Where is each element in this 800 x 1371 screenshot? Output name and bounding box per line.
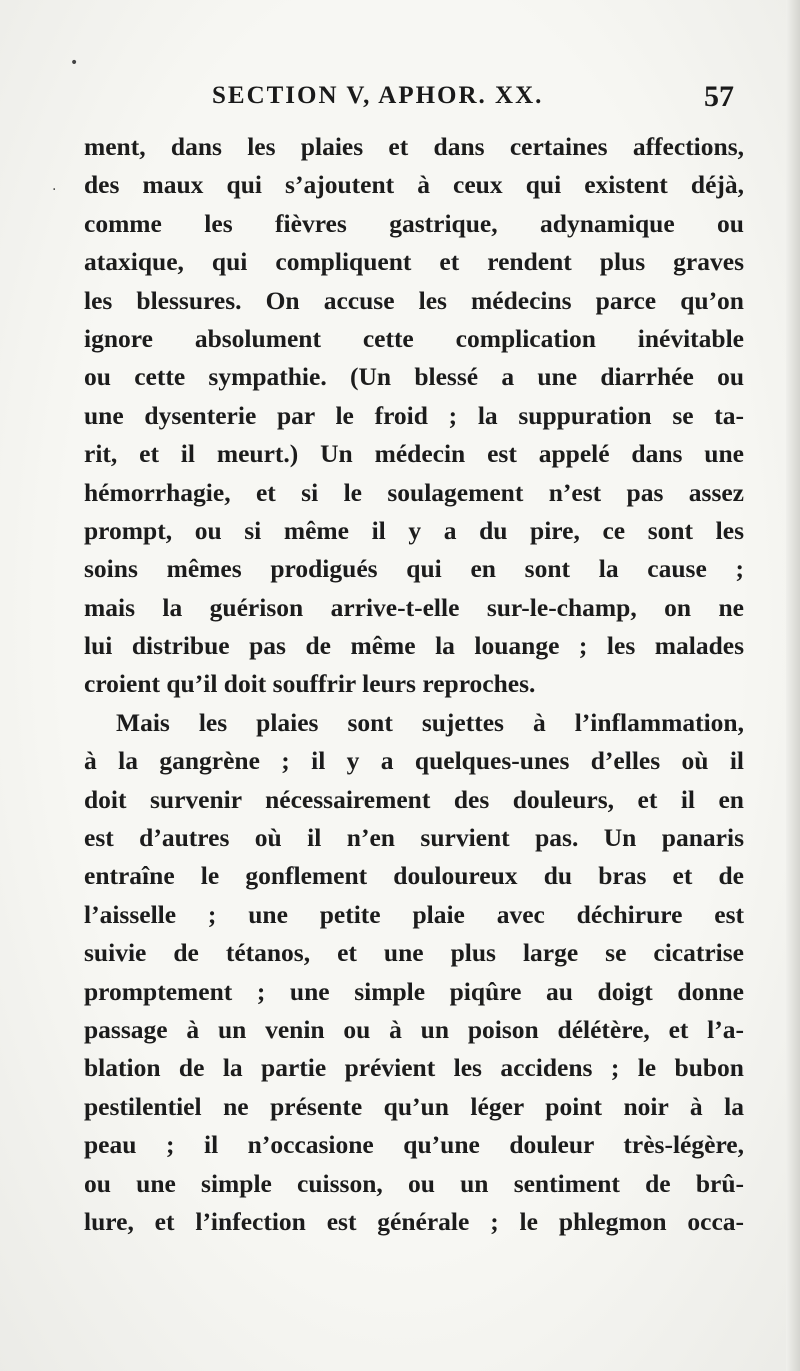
text-line: ou cette sympathie. (Un blessé a une diarrhée ou [84, 362, 744, 392]
text-line: doit survenir nécessairement des douleurs, et il en [84, 784, 744, 814]
text-line: des maux qui s’ajoutent à ceux qui existent déjà, [84, 170, 744, 200]
page-number: 57 [704, 80, 734, 113]
body-text [84, 128, 744, 1241]
text-line: est d’autres où il n’en survient pas. Un panaris [84, 823, 744, 853]
text-line: comme les fièvres gastrique, adynamique ou [84, 208, 744, 238]
paragraph-first-line: Mais les plaies sont sujettes à l’inflammation, [116, 707, 744, 737]
text-line: ignore absolument cette complication inévitable [84, 323, 744, 353]
text-line: lui distribue pas de même la louange ; les malades [84, 631, 744, 661]
text-line: peau ; il n’occasione qu’une douleur très-légère, [84, 1130, 744, 1160]
text-line: mais la guérison arrive-t-elle sur-le-champ, on ne [84, 592, 744, 622]
text-line: entraîne le gonflement douloureux du bras et de [84, 861, 744, 891]
text-line: croient qu’il doit souffrir leurs reproches. [84, 669, 536, 699]
text-line: prompt, ou si même il y a du pire, ce sont les [84, 515, 744, 545]
running-head-title: SECTION V, APHOR. XX. [212, 82, 544, 109]
text-line: suivie de tétanos, et une plus large se cicatrise [84, 938, 744, 968]
text-line: blation de la partie prévient les accidens ; le bubon [84, 1053, 744, 1083]
text-line: l’aisselle ; une petite plaie avec déchirure est [84, 899, 744, 929]
text-line: lure, et l’infection est générale ; le phlegmon occa- [84, 1206, 744, 1236]
text-line: promptement ; une simple piqûre au doigt donne [84, 976, 744, 1006]
ink-speck: • [70, 55, 79, 71]
text-line: les blessures. On accuse les médecins parce qu’on [84, 285, 744, 315]
text-line: ment, dans les plaies et dans certaines affections, [84, 132, 744, 161]
running-head [82, 82, 742, 122]
text-line: ataxique, qui compliquent et rendent plus graves [84, 247, 744, 277]
text-line: rit, et il meurt.) Un médecin est appelé dans une [84, 439, 744, 469]
text-line: à la gangrène ; il y a quelques-unes d’elles où il [84, 746, 744, 776]
text-line: hémorrhagie, et si le soulagement n’est pas assez [84, 477, 744, 507]
text-line: une dysenterie par le froid ; la suppuration se ta- [84, 400, 744, 430]
page-edge-shadow [786, 0, 800, 1371]
text-line: ou une simple cuisson, ou un sentiment de brû- [84, 1168, 744, 1198]
text-line: passage à un venin ou à un poison délétère, et l’a- [84, 1014, 744, 1044]
ink-speck: · [52, 182, 57, 198]
text-line: soins mêmes prodigués qui en sont la cause ; [84, 554, 744, 584]
text-line: pestilentiel ne présente qu’un léger point noir à la [84, 1091, 744, 1121]
